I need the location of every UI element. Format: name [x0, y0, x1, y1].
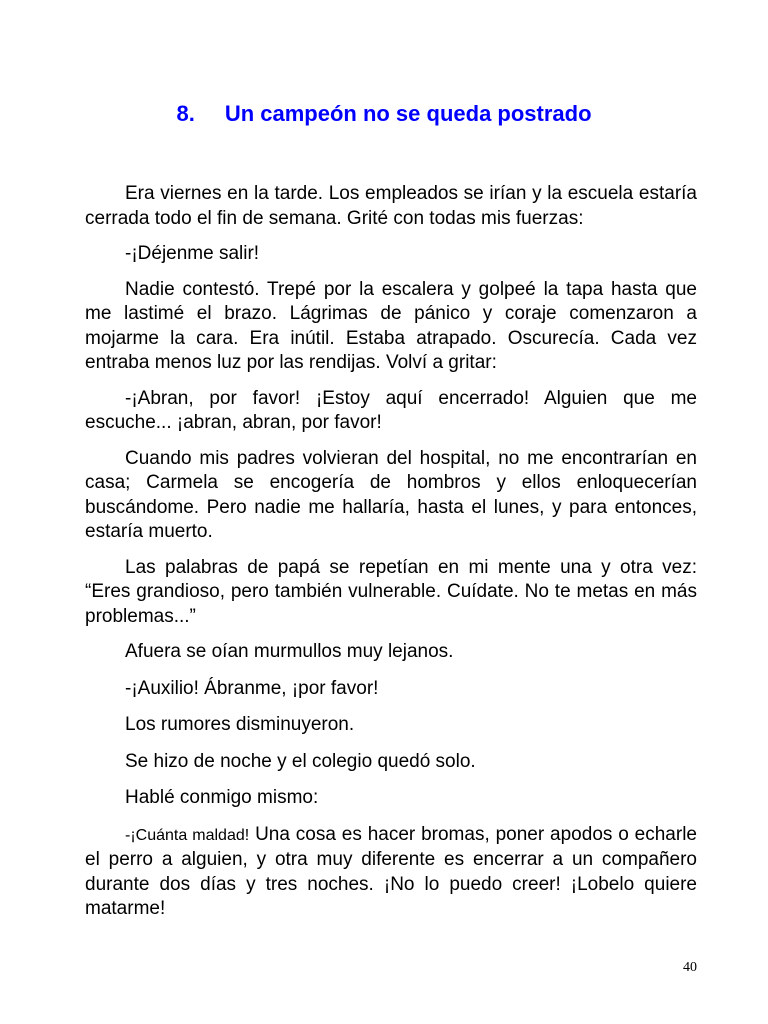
paragraph: Era viernes en la tarde. Los empleados se irían y la escuela estaría cerrada todo el fin de semana. Grité con todas mis fuerzas: [85, 183, 697, 229]
paragraph-lead: -¡Cuánta maldad! [125, 826, 250, 844]
paragraph: Los rumores disminuyeron. [125, 714, 355, 735]
page-number: 40 [683, 960, 697, 975]
chapter-title [0, 100, 768, 128]
paragraph: Nadie contestó. Trepé por la escalera y golpeé la tapa hasta que me lastimé el brazo. Lágrimas de pánico y coraje comenzaron a mojarme la cara. Era inútil. Estaba atrapado. Oscurecía. Cada vez entraba menos luz por las rendijas. Volví a gritar: [85, 278, 697, 373]
paragraph-rest: Una cosa es hacer bromas, poner apodos o echarle el perro a alguien, y otra muy diferente es encerrar a un compañero durante dos días y tres noches. ¡No lo puedo creer! ¡Lobelo quiere matarme! [85, 823, 697, 919]
body-text [85, 182, 697, 933]
chapter-number: 8. [176, 101, 195, 126]
paragraph-last [85, 823, 697, 922]
paragraph: -¡Abran, por favor! ¡Estoy aquí encerrado! Alguien que me escuche... ¡abran, abran, por favor! [85, 387, 697, 433]
paragraph: Hablé conmigo mismo: [125, 787, 319, 808]
chapter-title-text: Un campeón no se queda postrado [224, 101, 592, 126]
paragraph: -¡Déjenme salir! [125, 243, 260, 264]
paragraph: Las palabras de papá se repetían en mi mente una y otra vez: “Eres grandioso, pero también vulnerable. Cuídate. No te metas en más problemas...” [85, 556, 697, 627]
paragraph: Se hizo de noche y el colegio quedó solo. [125, 750, 476, 772]
paragraph: -¡Auxilio! Ábranme, ¡por favor! [125, 677, 379, 699]
paragraph: Cuando mis padres volvieran del hospital, no me encontrarían en casa; Carmela se encogería de hombros y ellos enloquecerían buscándome. Pero nadie me hallaría, hasta el lunes, y para entonces, estaría muerto. [85, 447, 697, 542]
paragraph: Afuera se oían murmullos muy lejanos. [125, 641, 454, 662]
